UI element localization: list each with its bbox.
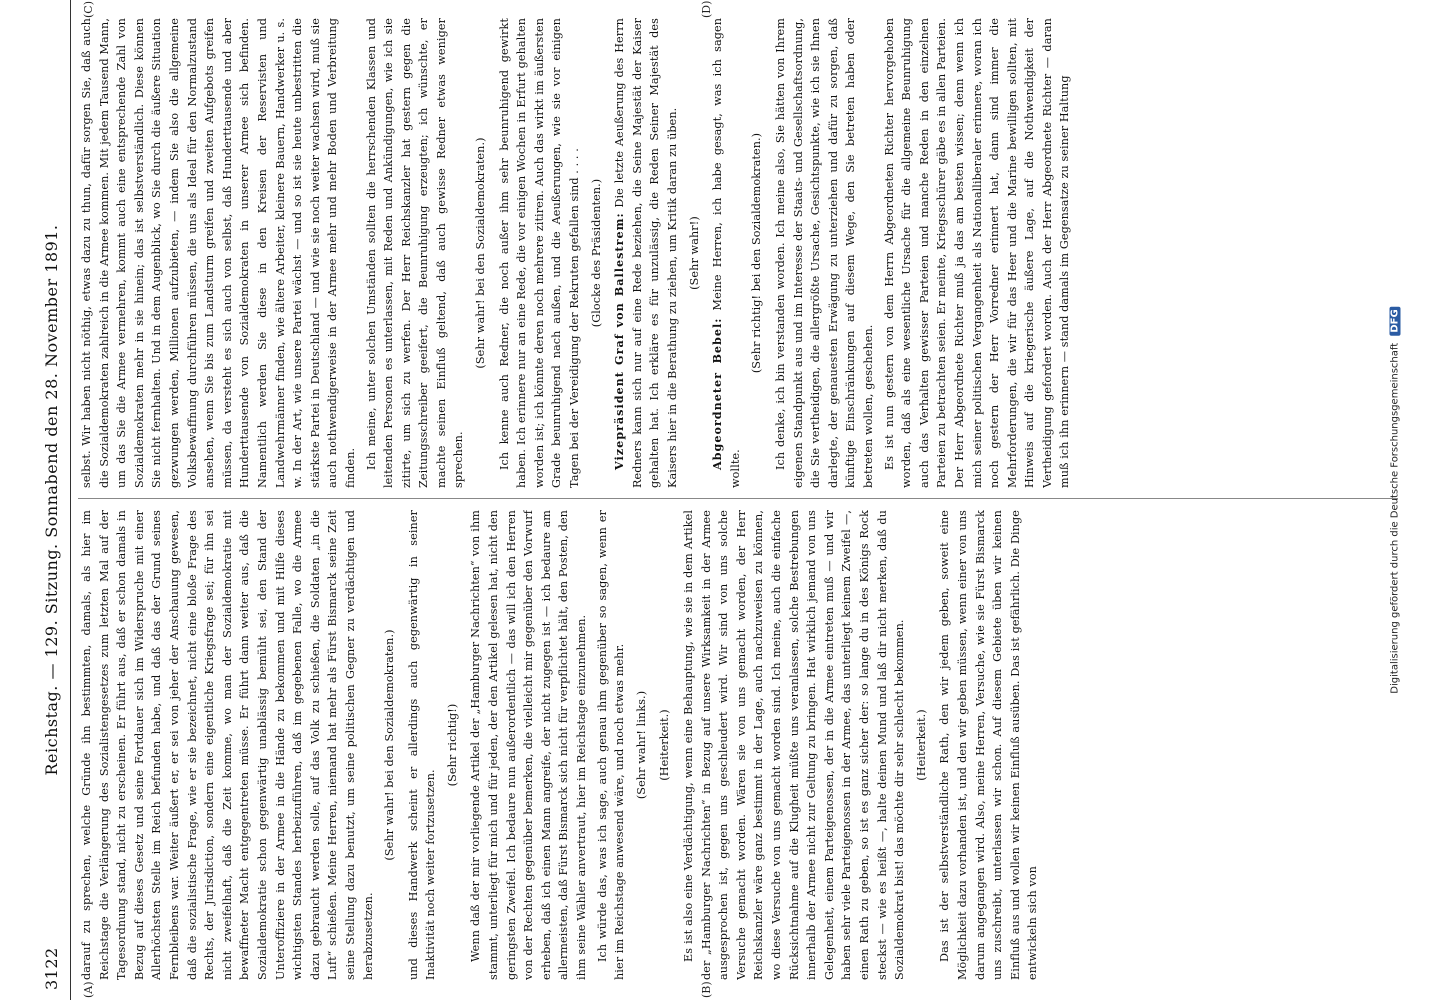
paragraph: selbst. Wir haben nicht nöthig, etwas dazu zu thun, dafür sorgen Sie, daß auch die Sozialdemokraten zahlreich in die Armee kommen. Mit jedem Tausend Mann, um das Sie die Armee vermehren, kommt auch eine entsprechende Zahl von Sozialdemokraten mehr in sie hinein; das ist selbstverständlich. Diese können Sie nicht fernhalten. Und in dem Augenblick, wo Sie durch die äußere Situation gezwungen werden, Millionen aufzubieten, — indem Sie also die allgemeine Volksbewaffnung durchführen müssen, die uns als Ideal für den Normalzustand ansehen, wenn Sie bis zum Landsturm greifen und zweiten Aufgebots greifen müssen, da versteht es sich auch von selbst, daß Hunderttausende und aber Hunderttausende von Sozialdemokraten in unserer Armee sich befinden. Namentlich werden Sie diese in den Kreisen der Reservisten und Landwehrmänner finden, wie ältere Arbeiter, kleinere Bauern, Handwerker u. s. w. In der Art, wie unsere Partei wächst — und so ist sie heute unbestritten die stärkste Partei in Deutschland — und wie sie noch weiter wachsen wird, muß sie auch nothwendigerweise in der Armee mehr und mehr Boden und Verbreitung finden. [80, 18, 357, 488]
paragraph: Es ist nun gestern von dem Herrn Abgeordneten Richter hervorgehoben worden, daß als eine wesentliche Ursache für die allgemeine Beunruhigung auch das Verhalten gewisser Parteien und manche Reden in den einzelnen Parteien zu betrachten seien. Er meinte, Kriegsschürer gäbe es in allen Parteien. Der Herr Abgeordnete Richter muß ja das am besten wissen; denn wenn ich mich seiner politischen Vergangenheit als Nationalliberaler erinnere, woran ich noch gestern der Herr Vorredner erinnert hat, dann sind immer die Mehrforderungen, die wir für das Heer und die Marine bewilligen sollten, mit Hinweis auf die kriegerische äußere Lage, auf die Nothwendigkeit der Vertheidigung gefordert worden. Auch der Herr Abgeordnete Richter — daran muß ich ihn erinnern — stand damals im Gegensatze zu seiner Haltung [882, 18, 1072, 488]
right-column [78, 18, 1408, 488]
speech-text: Meine Herren, ich habe gesagt, was ich sagen wollte. [711, 18, 742, 488]
column-divider [78, 498, 1398, 499]
speaker-name: Vizepräsident Graf von Ballestrem: [612, 212, 627, 470]
margin-marker-d: (D) [700, 0, 713, 18]
speaker-paragraph [709, 18, 744, 488]
paragraph: Das ist der selbstverständliche Rath, den wir jedem geben, soweit eine Möglichkeit dazu vorhanden ist, und den wir geben müssen, wenn einer von uns darum angegangen wird. Also, meine Herren, Versuche, wie sie Fürst Bismarck uns zuschreibt, unterlassen wir schon. Auf diesem Gebiete üben wir keinen Einfluß aus und wollen wir keinen Einfluß ausüben. Das ist gefährlich. Die Dinge entwickeln sich von [938, 510, 1040, 980]
reaction: (Sehr richtig! bei den Sozialdemokraten.) [750, 132, 764, 374]
reaction: (Heiterkeit.) [658, 709, 672, 781]
speech-text: Die letzte Aeußerung des Herrn Redners kann sich nur auf eine Rede beziehen, die Seine Majestät der Kaiser gehalten hat. Ich erkläre es für unzulässig, die Reden Seiner Majestät des Kaisers hier in die Berathung zu ziehen, um Kritik daran zu üben. [613, 18, 679, 488]
paragraph: Ich denke, ich bin verstanden worden. Ich meine also, Sie hätten von Ihrem eigenen Standpunkt aus und im Interesse der Staats- und Gesellschaftsordnung, die Sie vertheidigen, die allergrößte Ursache, Gesichtspunkte, wie ich sie Ihnen darlegte, der genauesten Erwägung zu unterziehen und dafür zu sorgen, daß künftige Einschränkungen auf diesem Wege, den Sie betreten haben oder betreten wollen, geschehen. [773, 18, 875, 488]
paragraph: Ich meine, unter solchen Umständen sollten die herrschenden Klassen und leitenden Personen es unterlassen, mit Reden und Ankündigungen, wie ich sie zitirte, um sich zu werfen. Der Herr Reichskanzler hat gestern gegen die Zeitungsschreiber geeifert, die Beunruhigung erzeugten; ich wünschte, er machte seinen Einfluß geltend, daß auch gewisse Redner etwas weniger sprechen. [364, 18, 466, 488]
running-head [38, 0, 68, 1000]
header-rule [70, 0, 71, 1000]
reaction: (Glocke des Präsidenten.) [589, 178, 603, 328]
credit-text: Digitalisierung gefördert durch die Deutsche Forschungsgemeinschaft [1389, 342, 1401, 694]
margin-marker-c: (C) [82, 1, 95, 18]
margin-marker-b: (B) [700, 981, 713, 998]
reaction: (Sehr wahr! bei den Sozialdemokraten.) [474, 137, 488, 369]
speaker-paragraph [611, 18, 681, 488]
reaction: (Sehr wahr! links.) [634, 690, 648, 800]
reaction: (Sehr richtig!) [445, 703, 459, 787]
paragraph: und dieses Handwerk scheint er allerdings auch gegenwärtig in seiner Inaktivität noch weiter fortzusetzen. [406, 510, 438, 980]
speaker-name: Abgeordneter Bebel: [710, 317, 725, 470]
paragraph: Es ist also eine Verdächtigung, wenn eine Behauptung, wie sie in dem Artikel der „Hamburger Nachrichten“ in Bezug auf unsere Wirksamkeit in der Armee ausgesprochen ist, gegen uns geschleudert wird. Wir sind von uns solche Versuche gemacht worden. Wären sie von uns gemacht worden, der Herr Reichskanzler wäre ganz bestimmt in der Lage, auch nachzuweisen zu können, wo diese Versuche von uns gemacht worden sind. Ich meine, auch die einfache Rücksichtnahme auf die Klugheit müßte uns veranlassen, solche Bestrebungen innerhalb der Armee nicht zur Geltung zu bringen. Hat wirklich jemand von uns Gelegenheit, einem Parteigenossen, der in die Armee eintreten muß — und wir haben sehr viele Parteigenossen in der Armee, das unterliegt keinem Zweifel —, einen Rath zu geben, so ist es ganz sicher der: so lange du in des Königs Rock steckst — wie es heißt —, halte deinen Mund und laß dir nicht merken, daß du Sozialdemokrat bist! das möchte dir sehr schlecht bekommen. [682, 510, 907, 980]
reaction: (Sehr wahr! bei den Sozialdemokraten.) [383, 629, 397, 861]
reaction: (Sehr wahr!) [687, 216, 701, 290]
paragraph: Wenn daß der mir vorliegende Artikel der „Hamburger Nachrichten“ von ihm stammt, unterliegt für mich und für jeden, der den Artikel gelesen hat, nicht den geringsten Zweifel. Ich bedaure nun außerordentlich — das will ich den Herren von der Rechten gegenüber bemerken, die vielleicht mir gegenüber den Vorwurf erheben, daß ich einen Mann angreife, der nicht zugegen ist — ich bedaure am allermeisten, daß Fürst Bismarck sich nicht für verpflichtet hält, den Posten, den ihm seine Wähler anvertraut, hier im Reichstage einzunehmen. [469, 510, 589, 980]
paragraph: darauf zu sprechen, welche Gründe ihn bestimmten, damals, als hier im Reichstage die Verlängerung des Sozialistengesetzes zum letzten Mal auf der Tagesordnung stand, nicht zu erscheinen. Er führt aus, daß er schon damals in Bezug auf dieses Gesetz und seine Fortdauer sich im Widerspruche mit einer Allerhöchsten Stelle im Reich befunden habe, und daß das der Grund seines Fernbleibens war. Weiter äußert er, er sei von jeher der Anschauung gewesen, daß die sozialistische Frage, wie er sie bezeichnet, nicht eine bloße Frage des Rechts, der Jurisdiction, sondern eine eigentliche Kriegsfrage sei; für ihn sei nicht zweifelhaft, daß die Zeit komme, wo man der Sozialdemokratie mit bewaffneter Macht entgegentreten müsse. Er führt dann weiter aus, daß die Sozialdemokratie schon gegenwärtig unablässig bemüht sei, den Stand der Unteroffiziere in der Armee in die Hände zu bekommen und mit Hilfe dieses wichtigsten Standes herbeizuführen, daß im gegebenen Falle, wo die Armee dazu gebraucht werden solle, auf das Volk zu schießen, die Soldaten „in die Luft“ schießen. Meine Herren, niemand hat mehr als Fürst Bismarck seine Zeit seine Stellung dazu benutzt, um seine politischen Gegner zu verdächtigen und herabzusetzen. [80, 510, 375, 980]
left-column [78, 510, 1408, 980]
dfg-logo: DFG [1390, 306, 1401, 335]
paragraph: Ich würde das, was ich sage, auch genau ihm gegenüber so sagen, wenn er hier im Reichstage anwesend wäre, und noch etwas mehr. [595, 510, 627, 980]
page-number: 3122 [42, 947, 61, 990]
running-title: Reichstag. — 129. Sitzung. Sonnabend den 28. November 1891. [42, 224, 61, 776]
digitization-credit [1390, 306, 1401, 693]
paragraph: Ich kenne auch Redner, die noch außer ihm sehr beunruhigend gewirkt haben. Ich erinnere nur an eine Rede, die vor einigen Wochen in Erfurt gehalten worden ist; ich könnte deren noch mehrere zitiren. Auch das wirkt im äußersten Grade beunruhigend nach außen, und die Aeußerungen, wie sie vor einigen Tagen bei der Vereidigung der Rekruten gefallen sind . . . . [497, 18, 582, 488]
margin-marker-a: (A) [82, 981, 95, 998]
reaction: (Heiterkeit.) [914, 709, 928, 781]
